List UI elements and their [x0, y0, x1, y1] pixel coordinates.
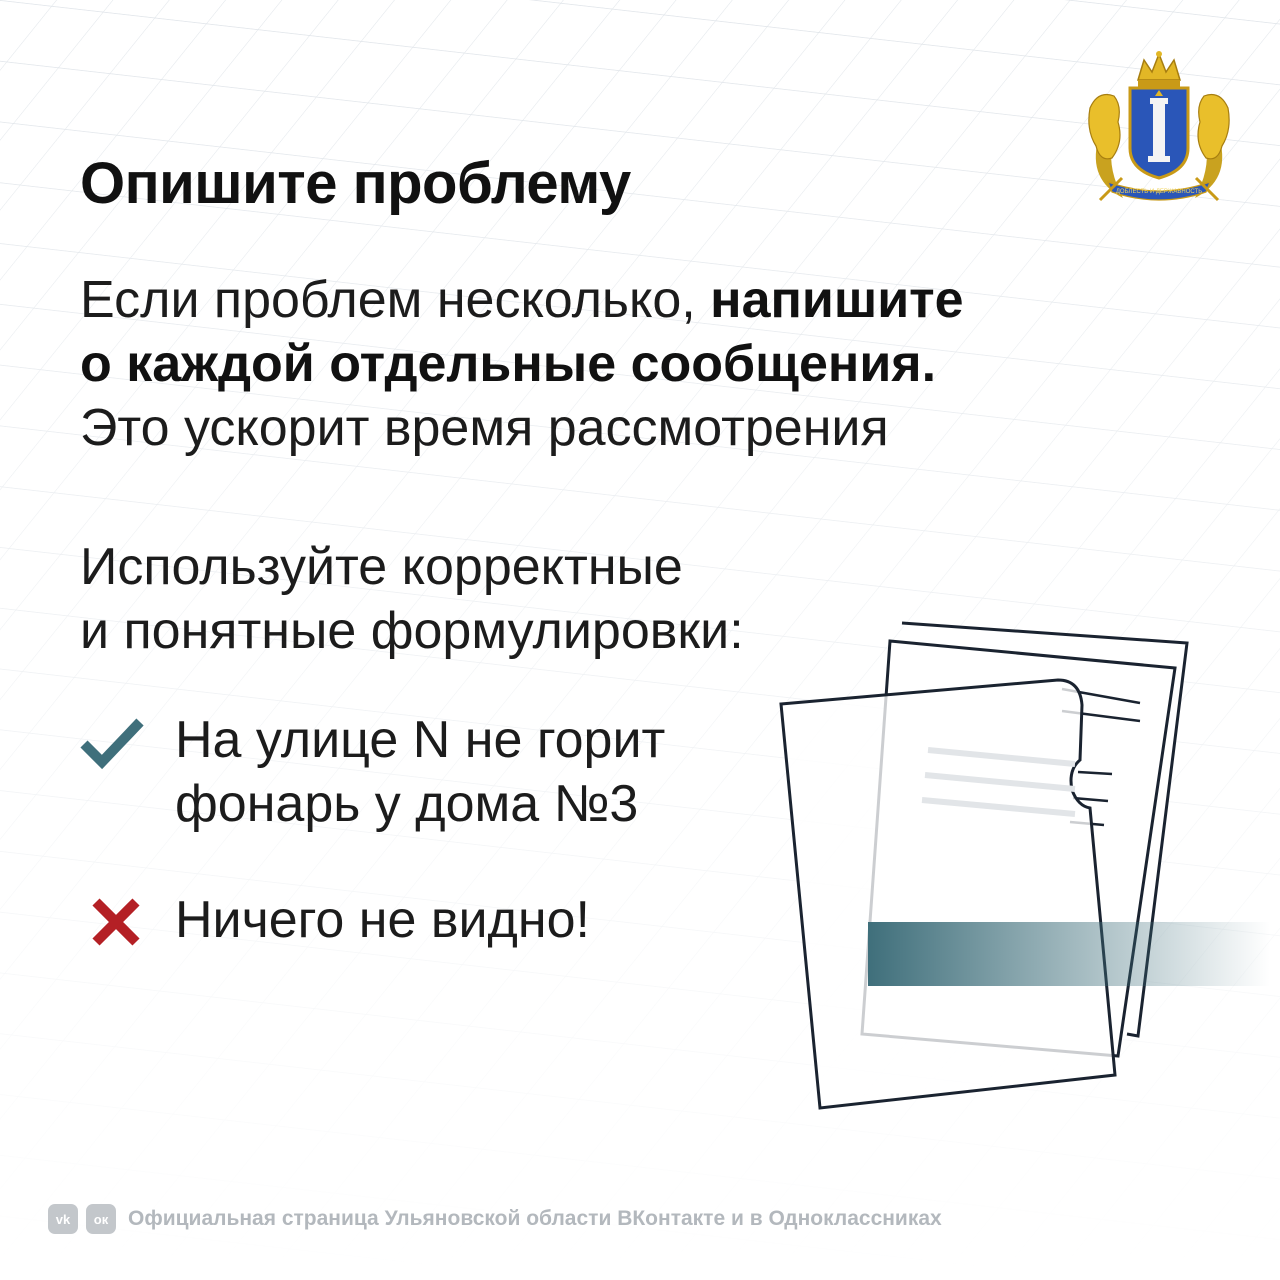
- vk-icon[interactable]: vk: [48, 1204, 78, 1234]
- checkmark-icon: [80, 714, 144, 770]
- documents-illustration: [770, 610, 1280, 1120]
- intro-line-3: Это ускорит время рассмотрения: [80, 399, 889, 457]
- intro-line-1: Если проблем несколько, напишите: [80, 271, 964, 329]
- odnoklassniki-icon[interactable]: ок: [86, 1204, 116, 1234]
- footer: [48, 1203, 942, 1235]
- intro-line-2: о каждой отдельные сообщения.: [80, 335, 937, 393]
- page-title: Опишите проблему: [80, 151, 631, 216]
- coat-of-arms-emblem: [1078, 50, 1240, 210]
- footer-text: Официальная страница Ульяновской области ВКонтакте и в Одноклассниках: [128, 1207, 942, 1230]
- bad-example: Ничего не видно!: [80, 888, 780, 958]
- intro-paragraph: [80, 268, 1130, 460]
- svg-text:ДОБЛЕСТЬ И ДЕРЖАВНОСТЬ: ДОБЛЕСТЬ И ДЕРЖАВНОСТЬ: [1115, 189, 1203, 195]
- cross-icon: [92, 898, 140, 946]
- advice-text: Используйте корректные и понятные формулировки:: [80, 538, 744, 660]
- good-example: На улице N не горит фонарь у дома №3: [80, 708, 780, 838]
